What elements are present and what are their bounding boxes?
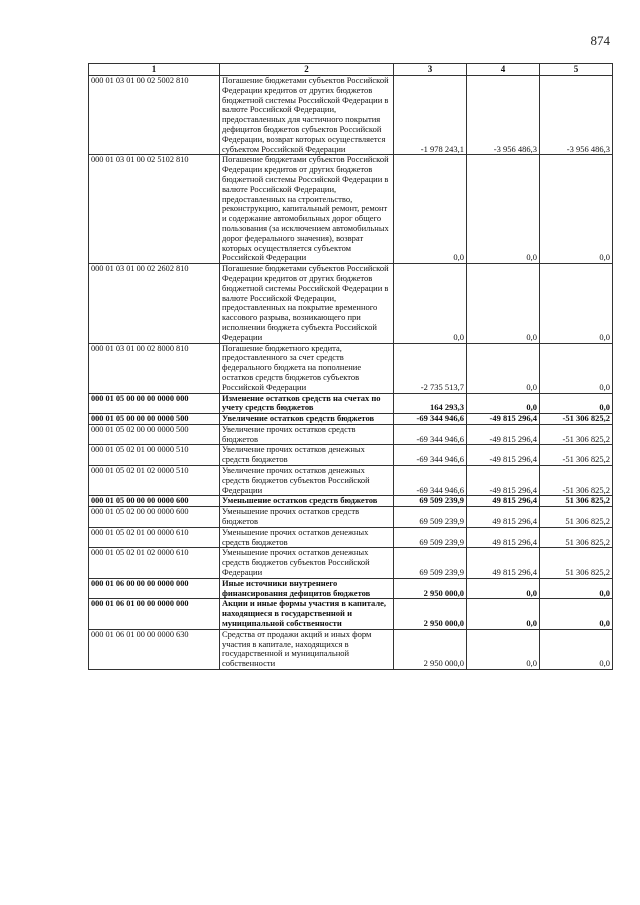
classification-code-cell: 000 01 05 02 01 02 0000 610 bbox=[89, 548, 220, 578]
table-row bbox=[89, 424, 613, 445]
column-header-3: 3 bbox=[394, 64, 467, 76]
table-row bbox=[89, 578, 613, 599]
column-header-5: 5 bbox=[540, 64, 613, 76]
source-name-cell: Увеличение остатков средств бюджетов bbox=[220, 414, 394, 425]
column-header-1: 1 bbox=[89, 64, 220, 76]
source-name-cell: Уменьшение прочих остатков денежных средств бюджетов субъектов Российской Федерации bbox=[220, 548, 394, 578]
amount-year3-cell: 0,0 bbox=[540, 155, 613, 264]
source-name-cell: Акции и иные формы участия в капитале, находящиеся в государственной и муниципальной собственности bbox=[220, 599, 394, 629]
amount-year3-cell: 51 306 825,2 bbox=[540, 548, 613, 578]
amount-year2-cell: 0,0 bbox=[467, 578, 540, 599]
amount-year3-cell: -51 306 825,2 bbox=[540, 414, 613, 425]
amount-year1-cell: 69 509 239,9 bbox=[394, 527, 467, 548]
amount-year3-cell: 0,0 bbox=[540, 343, 613, 393]
amount-year2-cell: 0,0 bbox=[467, 393, 540, 414]
source-name-cell: Погашение бюджетами субъектов Российской Федерации кредитов от других бюджетов бюджетной системы Российской Федерации в валюте Российской Федерации, предоставленных для частичного покрытия дефицитов бюджетов субъектов Российской Федерации, возврат которых осуществляется субъектом Российской Федерации bbox=[220, 76, 394, 155]
amount-year2-cell: 49 815 296,4 bbox=[467, 496, 540, 507]
classification-code-cell: 000 01 03 01 00 02 2602 810 bbox=[89, 264, 220, 343]
source-name-cell: Уменьшение остатков средств бюджетов bbox=[220, 496, 394, 507]
page-number: 874 bbox=[590, 33, 610, 48]
amount-year1-cell: -1 978 243,1 bbox=[394, 76, 467, 155]
source-name-cell: Увеличение прочих остатков денежных средств бюджетов bbox=[220, 445, 394, 466]
source-name-cell: Средства от продажи акций и иных форм участия в капитале, находящихся в государственной и муниципальной собственности bbox=[220, 629, 394, 669]
classification-code-cell: 000 01 03 01 00 02 8000 810 bbox=[89, 343, 220, 393]
classification-code-cell: 000 01 06 01 00 00 0000 630 bbox=[89, 629, 220, 669]
source-name-cell: Увеличение прочих остатков денежных средств бюджетов субъектов Российской Федерации bbox=[220, 466, 394, 496]
table-row bbox=[89, 527, 613, 548]
amount-year2-cell: 0,0 bbox=[467, 599, 540, 629]
amount-year3-cell: 0,0 bbox=[540, 599, 613, 629]
amount-year3-cell: 51 306 825,2 bbox=[540, 496, 613, 507]
table-row bbox=[89, 414, 613, 425]
classification-code-cell: 000 01 05 02 01 00 0000 610 bbox=[89, 527, 220, 548]
amount-year2-cell: -49 815 296,4 bbox=[467, 414, 540, 425]
amount-year3-cell: 51 306 825,2 bbox=[540, 507, 613, 528]
source-name-cell: Уменьшение прочих остатков денежных средств бюджетов bbox=[220, 527, 394, 548]
classification-code-cell: 000 01 03 01 00 02 5102 810 bbox=[89, 155, 220, 264]
table-row bbox=[89, 155, 613, 264]
amount-year1-cell: -69 344 946,6 bbox=[394, 424, 467, 445]
amount-year3-cell: -51 306 825,2 bbox=[540, 445, 613, 466]
amount-year2-cell: -49 815 296,4 bbox=[467, 466, 540, 496]
table-row bbox=[89, 76, 613, 155]
table-row bbox=[89, 599, 613, 629]
budget-sources-table bbox=[88, 63, 613, 670]
amount-year3-cell: 0,0 bbox=[540, 578, 613, 599]
table-row bbox=[89, 445, 613, 466]
source-name-cell: Погашение бюджетного кредита, предоставленного за счет средств федерального бюджета на пополнение остатков средств бюджетов субъектов Российской Федерации bbox=[220, 343, 394, 393]
amount-year1-cell: -69 344 946,6 bbox=[394, 445, 467, 466]
amount-year1-cell: 69 509 239,9 bbox=[394, 507, 467, 528]
amount-year3-cell: 0,0 bbox=[540, 629, 613, 669]
amount-year2-cell: 49 815 296,4 bbox=[467, 548, 540, 578]
amount-year2-cell: 49 815 296,4 bbox=[467, 507, 540, 528]
classification-code-cell: 000 01 06 01 00 00 0000 000 bbox=[89, 599, 220, 629]
table-row bbox=[89, 393, 613, 414]
amount-year1-cell: -69 344 946,6 bbox=[394, 466, 467, 496]
amount-year3-cell: 0,0 bbox=[540, 264, 613, 343]
amount-year3-cell: 0,0 bbox=[540, 393, 613, 414]
table-row bbox=[89, 343, 613, 393]
classification-code-cell: 000 01 05 00 00 00 0000 600 bbox=[89, 496, 220, 507]
amount-year1-cell: 2 950 000,0 bbox=[394, 629, 467, 669]
amount-year1-cell: 69 509 239,9 bbox=[394, 496, 467, 507]
classification-code-cell: 000 01 06 00 00 00 0000 000 bbox=[89, 578, 220, 599]
amount-year1-cell: 164 293,3 bbox=[394, 393, 467, 414]
amount-year2-cell: -49 815 296,4 bbox=[467, 424, 540, 445]
source-name-cell: Изменение остатков средств на счетах по учету средств бюджетов bbox=[220, 393, 394, 414]
classification-code-cell: 000 01 05 02 01 00 0000 510 bbox=[89, 445, 220, 466]
source-name-cell: Погашение бюджетами субъектов Российской Федерации кредитов от других бюджетов бюджетной системы Российской Федерации в валюте Российской Федерации, предоставленных на покрытие временного кассового разрыва, возникающего при исполнении бюджета субъекта Российской Федерации bbox=[220, 264, 394, 343]
amount-year2-cell: 0,0 bbox=[467, 155, 540, 264]
amount-year2-cell: 0,0 bbox=[467, 264, 540, 343]
amount-year2-cell: 0,0 bbox=[467, 629, 540, 669]
amount-year2-cell: 0,0 bbox=[467, 343, 540, 393]
amount-year3-cell: -51 306 825,2 bbox=[540, 466, 613, 496]
classification-code-cell: 000 01 05 00 00 00 0000 000 bbox=[89, 393, 220, 414]
classification-code-cell: 000 01 03 01 00 02 5002 810 bbox=[89, 76, 220, 155]
amount-year3-cell: -3 956 486,3 bbox=[540, 76, 613, 155]
amount-year1-cell: -69 344 946,6 bbox=[394, 414, 467, 425]
table-row bbox=[89, 548, 613, 578]
table-row bbox=[89, 466, 613, 496]
amount-year2-cell: -49 815 296,4 bbox=[467, 445, 540, 466]
amount-year1-cell: 0,0 bbox=[394, 264, 467, 343]
amount-year3-cell: -51 306 825,2 bbox=[540, 424, 613, 445]
table-row bbox=[89, 264, 613, 343]
table-row bbox=[89, 629, 613, 669]
column-header-4: 4 bbox=[467, 64, 540, 76]
source-name-cell: Увеличение прочих остатков средств бюджетов bbox=[220, 424, 394, 445]
amount-year1-cell: 69 509 239,9 bbox=[394, 548, 467, 578]
classification-code-cell: 000 01 05 02 01 02 0000 510 bbox=[89, 466, 220, 496]
amount-year2-cell: 49 815 296,4 bbox=[467, 527, 540, 548]
table-row bbox=[89, 496, 613, 507]
source-name-cell: Иные источники внутреннего финансирования дефицитов бюджетов bbox=[220, 578, 394, 599]
amount-year1-cell: 0,0 bbox=[394, 155, 467, 264]
source-name-cell: Уменьшение прочих остатков средств бюджетов bbox=[220, 507, 394, 528]
amount-year3-cell: 51 306 825,2 bbox=[540, 527, 613, 548]
source-name-cell: Погашение бюджетами субъектов Российской Федерации кредитов от других бюджетов бюджетной системы Российской Федерации в валюте Российской Федерации, предоставленных на строительство, реконструкцию, капитальный ремонт, ремонт и содержание автомобильных дорог общего пользования (за исключением автомобильных дорог федерального значения), возврат которых осуществляется субъектом Российской Федерации bbox=[220, 155, 394, 264]
table-header-row bbox=[89, 64, 613, 76]
table-body bbox=[89, 76, 613, 670]
classification-code-cell: 000 01 05 00 00 00 0000 500 bbox=[89, 414, 220, 425]
amount-year2-cell: -3 956 486,3 bbox=[467, 76, 540, 155]
amount-year1-cell: 2 950 000,0 bbox=[394, 599, 467, 629]
table-row bbox=[89, 507, 613, 528]
classification-code-cell: 000 01 05 02 00 00 0000 600 bbox=[89, 507, 220, 528]
classification-code-cell: 000 01 05 02 00 00 0000 500 bbox=[89, 424, 220, 445]
column-header-2: 2 bbox=[220, 64, 394, 76]
amount-year1-cell: 2 950 000,0 bbox=[394, 578, 467, 599]
amount-year1-cell: -2 735 513,7 bbox=[394, 343, 467, 393]
